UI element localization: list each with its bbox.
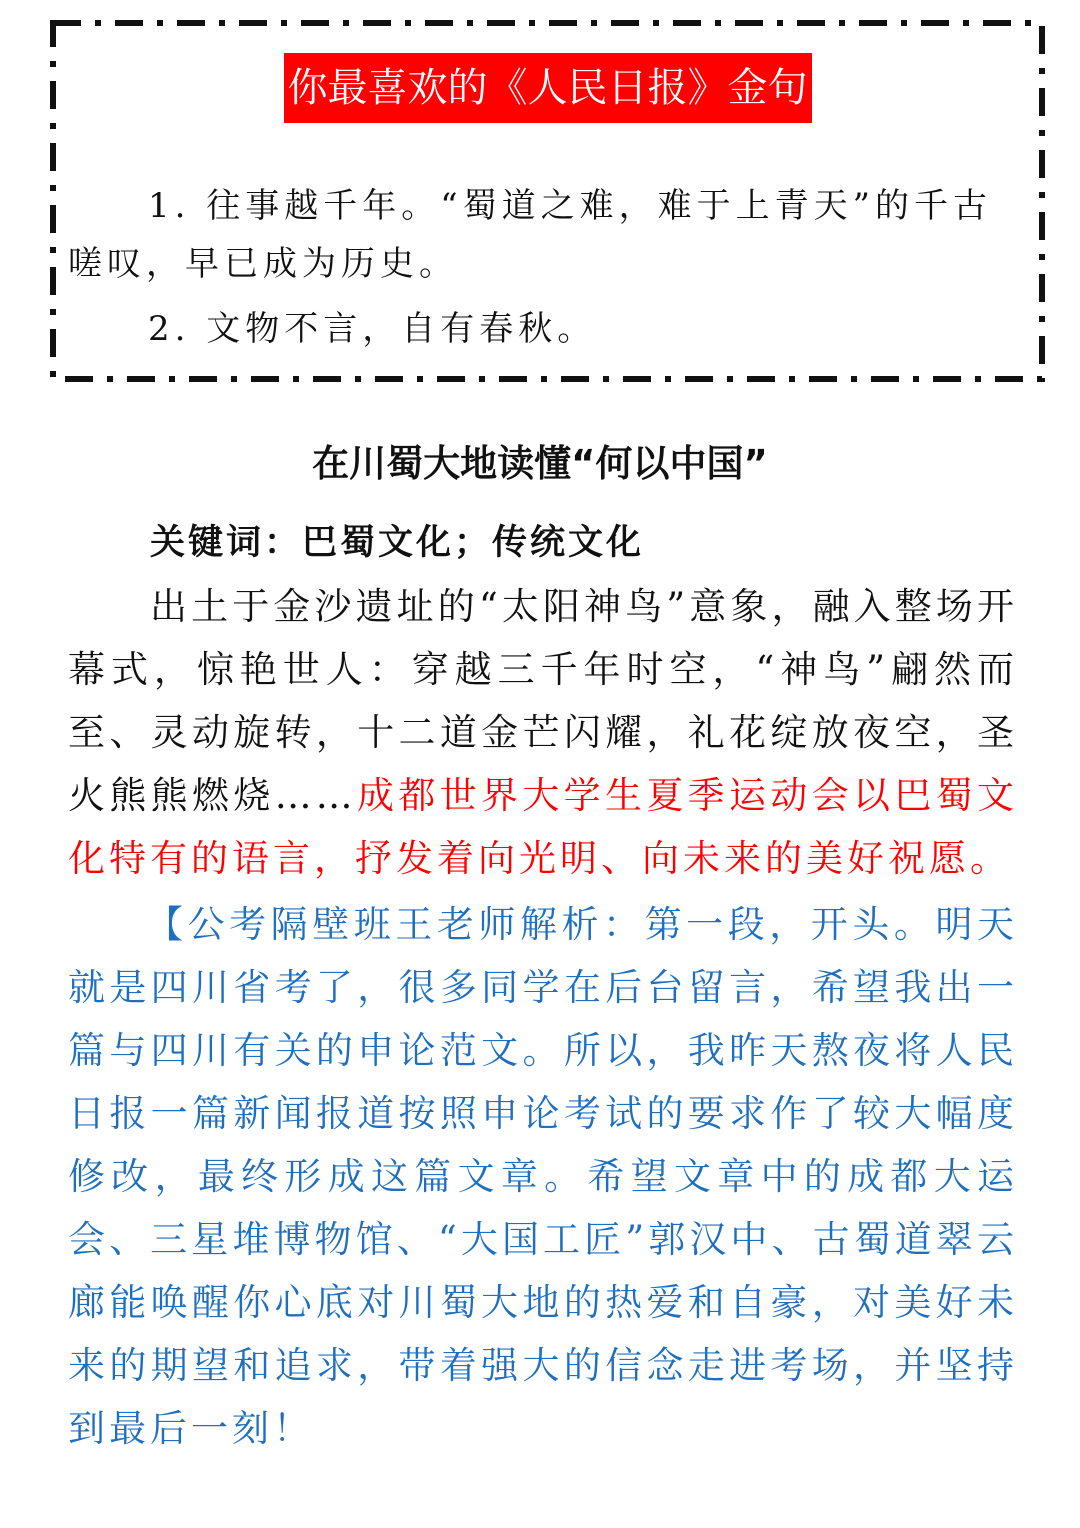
article-title: 在川蜀大地读懂“何以中国” xyxy=(312,442,768,485)
quote-box xyxy=(50,20,1045,382)
quote-box-title: 你最喜欢的《人民日报》金句 xyxy=(284,53,812,123)
keywords: 关键词：巴蜀文化；传统文化 xyxy=(150,522,645,563)
paragraph-1-text: 出土于金沙遗址的“太阳神鸟”意象，融入整场开幕式，惊艳世人：穿越三千年时空，“神鸟”翩然而至、灵动旋转，十二道金芒闪耀，礼花绽放夜空，圣火熊熊燃烧…… xyxy=(68,585,1018,817)
paragraph-1 xyxy=(68,575,1018,890)
paragraph-1-highlight: 成都世界大学生夏季运动会以巴蜀文化特有的语言，抒发着向光明、向未来的美好祝愿。 xyxy=(68,774,1019,880)
analysis-paragraph xyxy=(68,893,1018,1460)
analysis-text: 公考隔壁班王老师解析：第一段，开头。明天就是四川省考了，很多同学在后台留言，希望我出一篇与四川有关的申论范文。所以，我昨天熬夜将人民日报一篇新闻报道按照申论考试的要求作了较大幅度修改，最终形成这篇文章。希望文章中的成都大运会、三星堆博物馆、“大国工匠”郭汉中、古蜀道翠云廊能唤醒你心底对川蜀大地的热爱和自豪，对美好未来的期望和追求，带着强大的信念走进考场，并坚持到最后一刻！ xyxy=(68,903,1019,1450)
quote-item-2: 2. 文物不言，自有春秋。 xyxy=(148,309,597,349)
quote-item-1: 1. 往事越千年。“蜀道之难，难于上青天”的千古嗟叹，早已成为历史。 xyxy=(68,186,993,284)
analysis-bracket: 【 xyxy=(146,903,188,946)
